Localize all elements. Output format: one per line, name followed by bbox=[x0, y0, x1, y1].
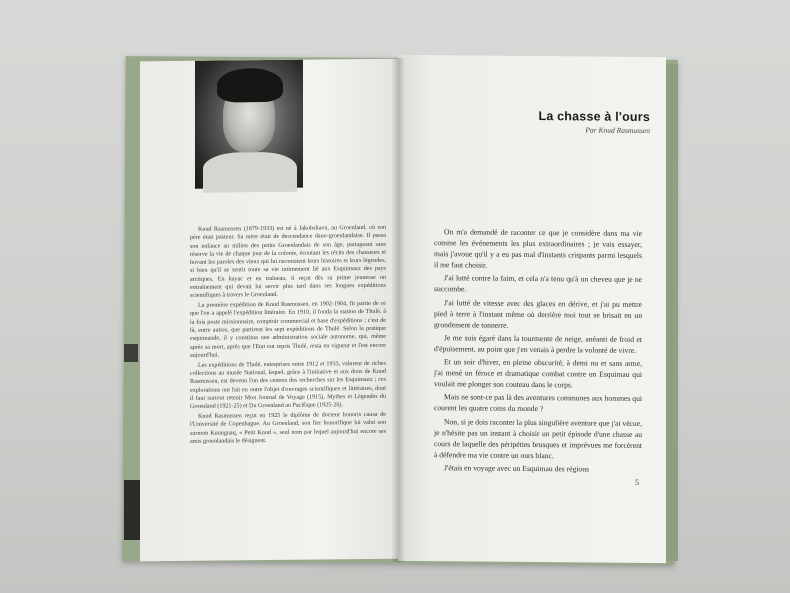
page-number: 5 bbox=[635, 477, 639, 487]
book-gutter bbox=[392, 58, 404, 562]
story-title: La chasse à l'ours bbox=[538, 109, 650, 125]
background-object bbox=[124, 480, 140, 540]
story-paragraph: On m'a demandé de raconter ce que je considère dans ma vie comme les événements les plus extraordinaires ; je vais essayer, mais j'avoue qu'il y a eu pas mal d'instants crispants parmi lesquels il me faut choisir. bbox=[434, 227, 642, 270]
portrait-photo bbox=[195, 60, 303, 189]
bio-paragraph: Knud Rasmussen reçut en 1925 le diplôme de docteur honoris causa de l'Université de Copenhague. Au Groenland, son fier honorifique lui valut son surnom Kuungnaq, « Petit Knud », seul nom par lequel aujourd'hui encore ses amis groenlandais le désignent. bbox=[190, 411, 386, 445]
portrait-collar bbox=[203, 152, 297, 193]
story-paragraph: J'étais en voyage avec un Esquimau des régions bbox=[444, 463, 589, 474]
left-page bbox=[140, 59, 398, 562]
story-paragraph: Non, si je dois raconter la plus singulière aventure que j'ai vécue, je n'hésite pas un instant à choisir un petit épisode d'une chasse au cours de laquelle des péripéties brusques et imprévues me forcèrent à défendre ma vie contre un ours blanc. bbox=[434, 416, 642, 460]
story-paragraph: Je me suis égaré dans la tourmente de neige, anéanti de froid et d'épuisement, au point que j'en venais à perdre la volonté de vivre. bbox=[434, 333, 642, 355]
story-text bbox=[434, 226, 642, 477]
story-paragraph: J'ai lutté de vitesse avec des glaces en dérive, et j'ai pu mettre pied à terre à l'instant même où derrière moi tout se brisait en un grondement de tonnerre. bbox=[434, 297, 642, 330]
story-paragraph: Mais ne sont-ce pas là des aventures communes aux hommes qui courent les quatre coins du monde ? bbox=[434, 392, 642, 414]
story-byline: Par Knud Rasmussen bbox=[585, 125, 650, 136]
bio-paragraph: Knud Rasmussen (1879-1933) est né à Jakobshavn, au Groenland, où son père était pasteur. Sa mère était de descendance dano-groenlandaise. Il passa son enfance au milieu des petits Groenlandais de son âge, partageant sans réserve la vie de chaque jour de la colonie, écoutant les récits des chasseurs et buvant les paroles des vieux qui lui racontaient leurs histoires et leurs légendes, si bien qu'il se sentit toute sa vie intimement lié aux Esquimaux des pays arctiques. En kayac et en traîneau, il reçut dès sa prime jeunesse un entraînement qui devait lui servir plus tard dans ses longues expéditions scientifiques à travers le Groenland. bbox=[190, 224, 386, 300]
background-object-small bbox=[124, 344, 138, 362]
biography-text bbox=[190, 224, 386, 448]
right-page bbox=[398, 55, 666, 563]
story-paragraph: J'ai lutté contre la faim, et cela n'a tenu qu'à un cheveu que je ne succombe. bbox=[434, 273, 642, 294]
cover-edge bbox=[664, 64, 678, 561]
bio-paragraph: Les expéditions de Thulé, entreprises entre 1912 et 1933, valurent de riches collections au musée National, lequel, grâce à l'initiative et aux dons de Knud Rasmussen, est devenu l'un des centres des recherches sur les Esquimaux ; ces explorations ont fait en outre l'objet d'ouvrages scientifiques et littéraires, dont il faut surtout retenir Mon Journal de Voyage (1915), Mythes et Légendes du Groenland (1921-25) et Du Groenland au Pacifique (1925-26). bbox=[190, 360, 386, 411]
portrait-hair bbox=[217, 68, 283, 103]
bio-paragraph: La première expédition de Knud Rasmussen, en 1902-1904, fit partie de ce que l'on a appelé l'expédition littéraire. En 1910, il fonda la station de Thulé, à la fois poste missionnaire, comptoir commercial et base d'expéditions ; c'est de là, entre autres, que partirent les sept expéditions de Thulé. Selon la pratique esquimaude, il y constitua une administration sociale autonome, qui, même après sa mort, après que l'Etat eut repris Thulé, resta en vigueur et l'est encore aujourd'hui. bbox=[190, 300, 386, 359]
story-paragraph: Et un soir d'hiver, en pleine obscurité, à demi nu et sans arme, j'ai mené un féroce et dramatique combat contre un Esquimau qui voulait me plonger son couteau dans le corps. bbox=[434, 357, 642, 390]
